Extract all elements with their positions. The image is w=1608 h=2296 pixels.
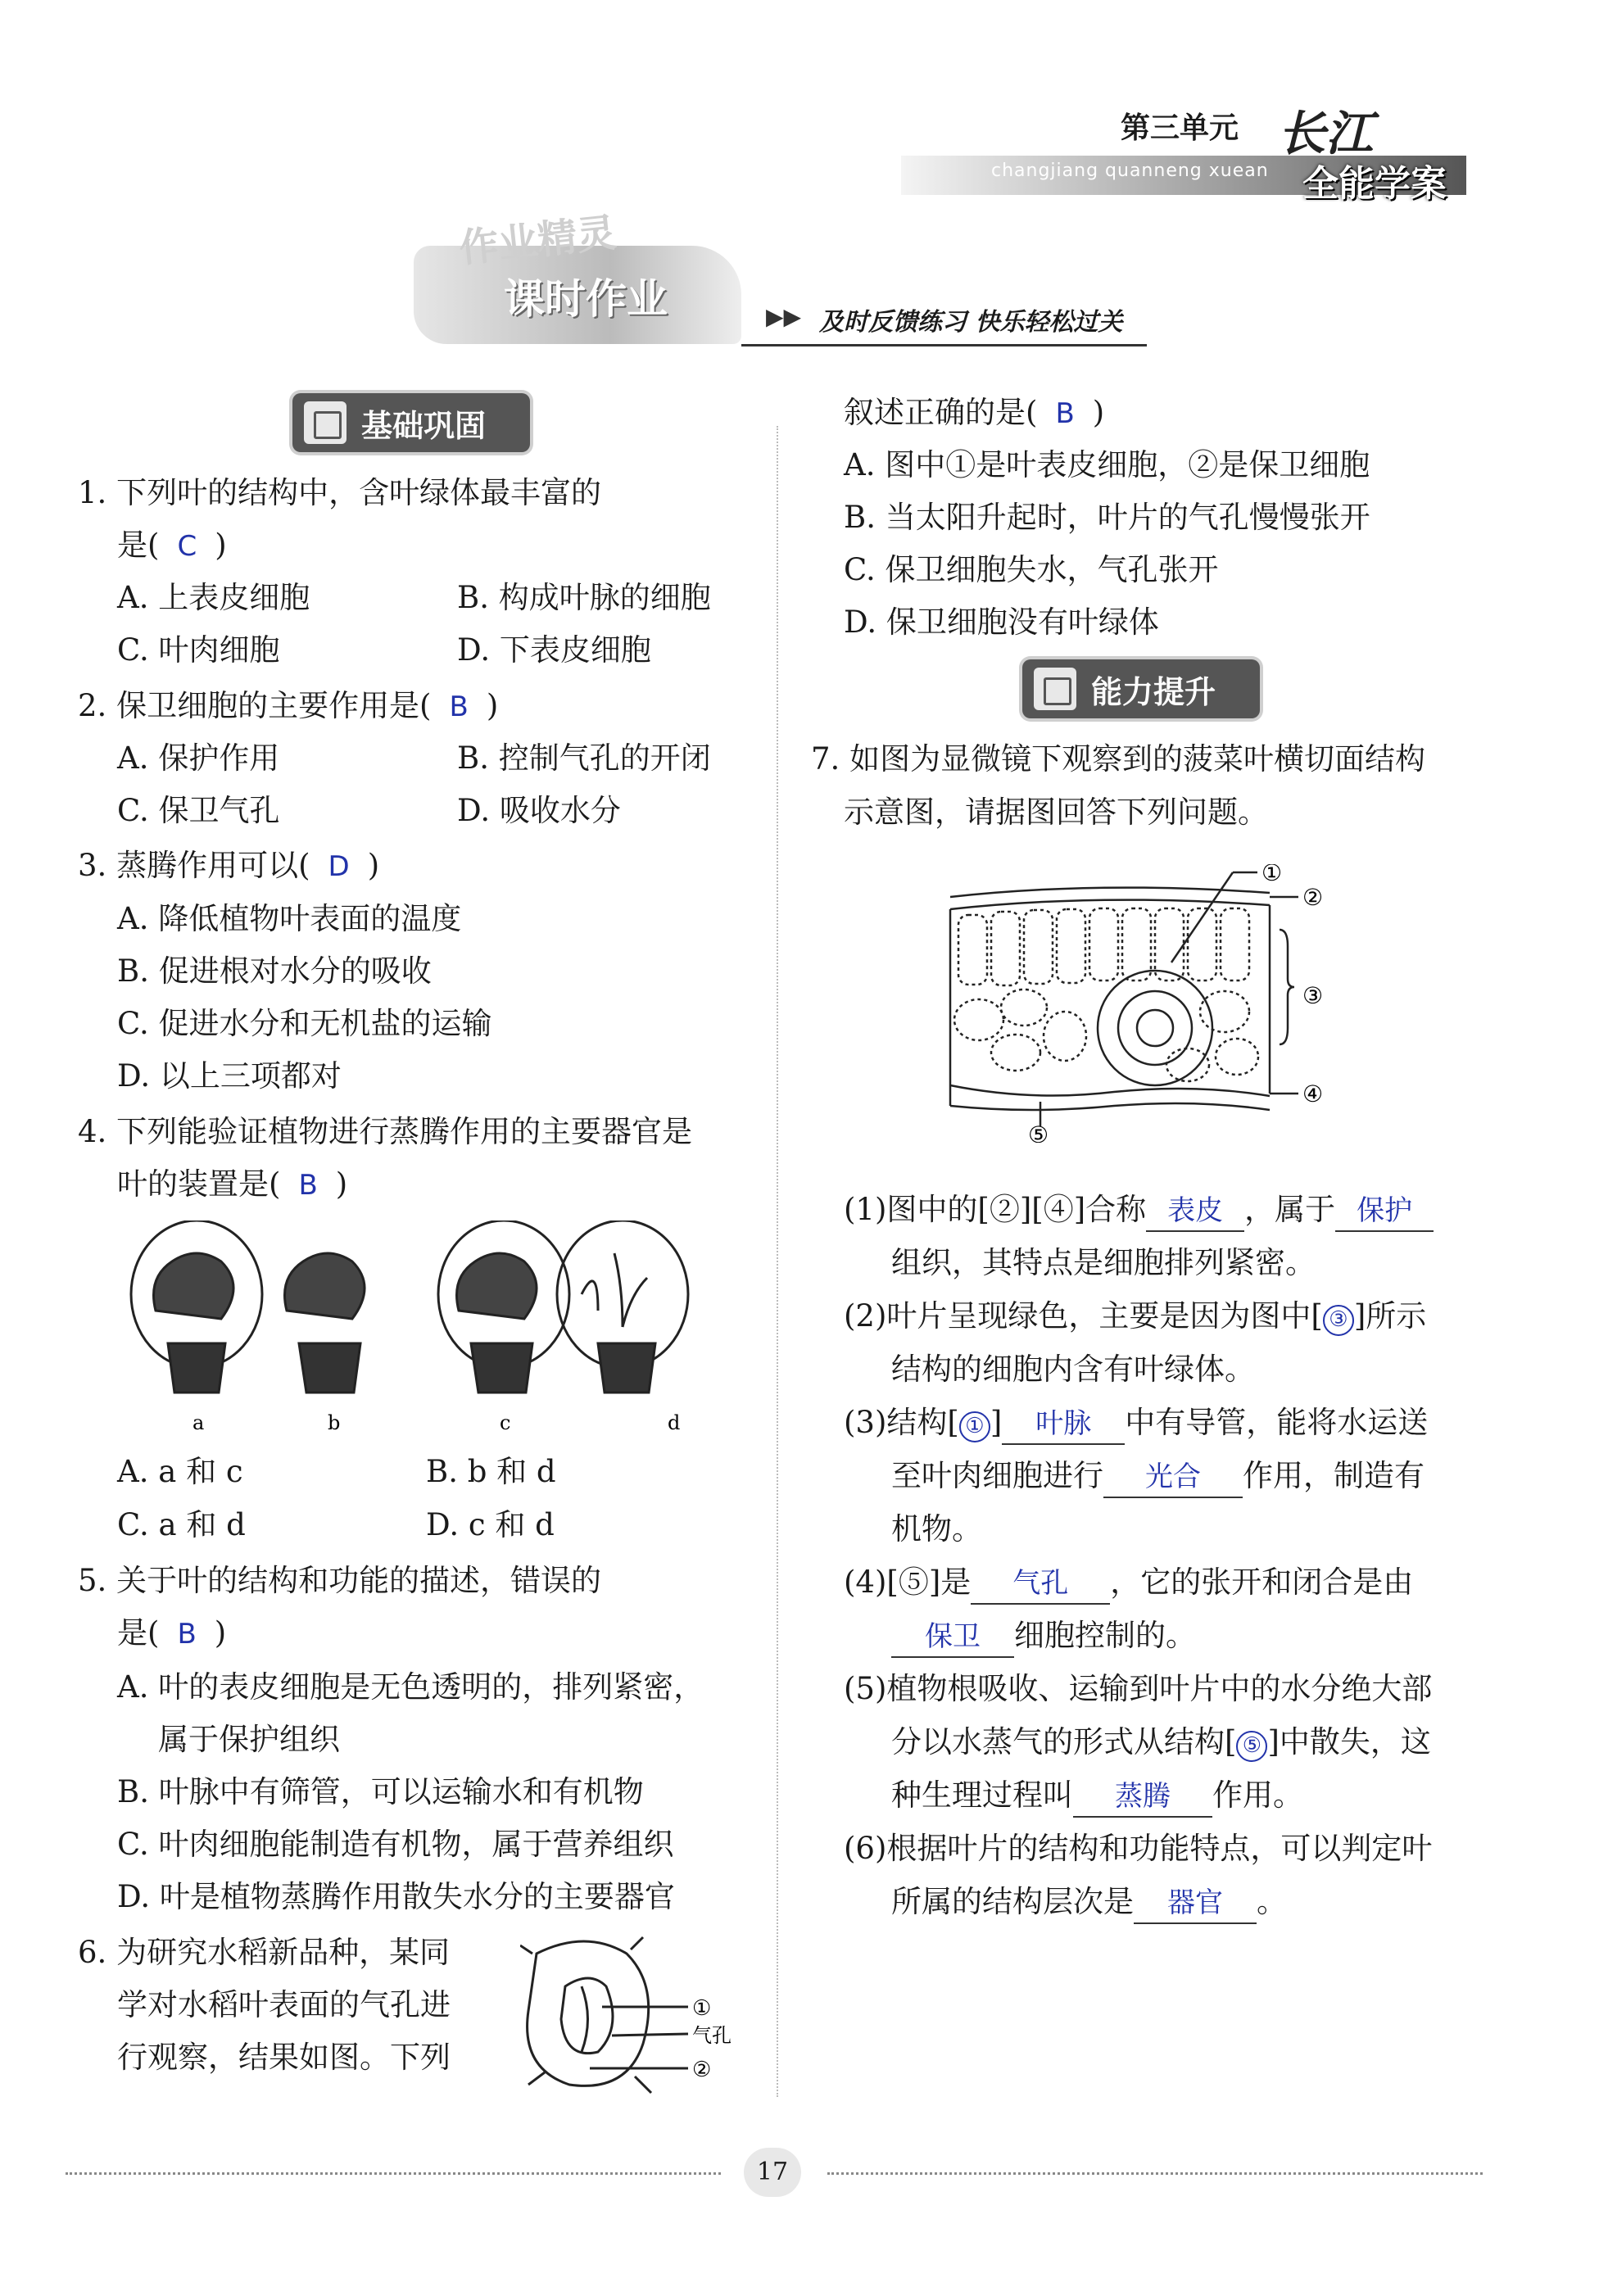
q4-fig-label-b: b [328, 1411, 341, 1434]
q7-part5-line3: 种生理过程叫 蒸腾 作用。 [891, 1769, 1303, 1822]
q5-stem-line1: 5. 关于叶的结构和功能的描述，错误的 [78, 1563, 602, 1598]
q6-option-d: D. 保卫细胞没有叶绿体 [844, 605, 1159, 640]
q7-part3-line2: 至叶肉细胞进行 光合 作用，制造有 [891, 1450, 1425, 1502]
q7-part4-line1: (4)[⑤]是 气孔 ，它的张开和闭合是由 [844, 1556, 1413, 1609]
notebook-icon [304, 401, 347, 444]
q7-stem-line2: 示意图，请据图回答下列问题。 [844, 795, 1268, 830]
q7-part2-line2: 结构的细胞内含有叶绿体。 [891, 1352, 1255, 1387]
q7-part3-answer1: ① [959, 1411, 990, 1442]
q6-stem-line1: 6. 为研究水稻新品种，某同 [78, 1935, 451, 1970]
q6-fig-label-2: ② [692, 2058, 712, 2082]
column-divider [777, 426, 778, 2097]
q7-part4-line2: 保卫 细胞控制的。 [891, 1610, 1196, 1662]
q6-stem-line2: 学对水稻叶表面的气孔进 [117, 1987, 451, 2022]
q2-option-c: C. 保卫气孔 [117, 793, 280, 828]
q7-part1-answer1: 表皮 [1146, 1191, 1244, 1232]
q7-part3-answer3: 光合 [1103, 1457, 1243, 1498]
q7-part6-line1: (6)根据叶片的结构和功能特点，可以判定叶 [844, 1831, 1433, 1866]
q7-part1-answer2: 保护 [1335, 1191, 1434, 1232]
q2-answer: B [449, 691, 469, 723]
q7-part5-line2: 分以水蒸气的形式从结构[ ⑤ ]中散失，这 [891, 1716, 1431, 1768]
q1-option-d: D. 下表皮细胞 [457, 632, 651, 668]
section-ability [1022, 659, 1260, 718]
section-ability-title: 能力提升 [1091, 673, 1216, 710]
q6-option-c: C. 保卫细胞失水，气孔张开 [844, 552, 1219, 587]
q5-option-b: B. 叶脉中有筛管，可以运输水和有机物 [117, 1774, 644, 1809]
q7-part5-answer1: ⑤ [1236, 1731, 1267, 1762]
q7-part3-answer2: 叶脉 [1002, 1404, 1125, 1445]
q5-answer: B [177, 1618, 197, 1651]
banner-title: 课时作业 [504, 275, 668, 323]
q5-option-c: C. 叶肉细胞能制造有机物，属于营养组织 [117, 1827, 674, 1862]
q1-stem-line1: 1. 下列叶的结构中，含叶绿体最丰富的 [78, 475, 602, 510]
q5-stem-line2: 是( B ) [117, 1615, 227, 1651]
q7-fig-label-3: ③ [1302, 982, 1324, 1009]
q4-stem-line2: 叶的装置是( B ) [117, 1166, 348, 1202]
section-basic [292, 393, 530, 452]
q1-option-b: B. 构成叶脉的细胞 [457, 580, 711, 615]
q7-part6-line2: 所属的结构层次是 器官 。 [891, 1876, 1287, 1928]
page-number: 17 [744, 2148, 801, 2197]
q7-part3-line3: 机物。 [891, 1511, 982, 1547]
q4-plants-figure [123, 1220, 696, 1442]
q3-option-c: C. 促进水分和无机盐的运输 [117, 1006, 492, 1041]
brand-name: 全能学案 [1302, 163, 1447, 205]
q7-fig-label-1: ① [1261, 864, 1283, 886]
brand-pinyin: changjiang quanneng xuean [991, 161, 1269, 181]
q7-fig-label-2: ② [1302, 884, 1324, 911]
q4-option-d: D. c 和 d [426, 1507, 555, 1542]
q5-option-a-line2: 属于保护组织 [158, 1722, 340, 1757]
q6-answer: B [1055, 397, 1075, 430]
q7-stem-line1: 7. 如图为显微镜下观察到的菠菜叶横切面结构 [811, 741, 1426, 777]
q7-part6-answer: 器官 [1134, 1883, 1257, 1924]
q7-part4-answer1: 气孔 [971, 1564, 1110, 1605]
q6-stomata-figure [520, 1929, 758, 2109]
q6-fig-label-stoma: 气孔 [692, 2024, 732, 2047]
q7-part1-line1: (1)图中的[②][④]合称 表皮 ，属于 保护 [844, 1184, 1434, 1236]
footer-rule-right [827, 2172, 1483, 2175]
q3-option-d: D. 以上三项都对 [117, 1058, 342, 1094]
footer-rule-left [66, 2172, 721, 2175]
brand-logo: 长江 [1278, 106, 1374, 161]
q6-fig-label-1: ① [692, 1996, 712, 2021]
q7-part5-line1: (5)植物根吸收、运输到叶片中的水分绝大部 [844, 1671, 1433, 1706]
q1-option-a: A. 上表皮细胞 [117, 580, 310, 615]
q7-fig-label-4: ④ [1302, 1080, 1324, 1107]
watermark: 作业精灵 [457, 210, 618, 272]
q7-leaf-section-figure [942, 864, 1343, 1143]
q1-answer: C [177, 530, 197, 563]
q2-stem: 2. 保卫细胞的主要作用是( B ) [78, 688, 499, 723]
q4-option-c: C. a 和 d [117, 1507, 246, 1542]
q1-stem-line2: 是( C ) [117, 528, 227, 563]
q4-fig-label-d: d [668, 1411, 681, 1434]
q6-stem-line4: 叙述正确的是( B ) [844, 395, 1105, 430]
q4-fig-label-a: a [193, 1411, 205, 1434]
q6-option-b: B. 当太阳升起时，叶片的气孔慢慢张开 [844, 500, 1370, 535]
q3-option-a: A. 降低植物叶表面的温度 [117, 901, 462, 936]
q4-stem-line1: 4. 下列能验证植物进行蒸腾作用的主要器官是 [78, 1114, 693, 1149]
q4-fig-label-c: c [500, 1411, 511, 1434]
q7-part4-answer2: 保卫 [891, 1617, 1014, 1658]
q4-option-b: B. b 和 d [426, 1454, 556, 1489]
section-basic-title: 基础巩固 [361, 407, 487, 444]
q7-fig-label-5: ⑤ [1028, 1121, 1049, 1143]
slogan-arrows-icon: ▶▶ [766, 303, 802, 330]
q7-part2-answer: ③ [1323, 1305, 1354, 1336]
q4-option-a: A. a 和 c [117, 1454, 243, 1489]
clipboard-icon [1034, 668, 1076, 710]
q3-option-b: B. 促进根对水分的吸收 [117, 953, 432, 989]
q3-stem: 3. 蒸腾作用可以( D ) [78, 848, 380, 883]
q4-answer: B [298, 1169, 318, 1202]
q6-stem-line3: 行观察，结果如图。下列 [117, 2040, 451, 2075]
q7-part1-line2: 组织，其特点是细胞排列紧密。 [891, 1245, 1316, 1280]
q3-answer: D [328, 850, 350, 883]
q2-option-b: B. 控制气孔的开闭 [457, 740, 711, 776]
unit-label: 第三单元 [1121, 111, 1239, 145]
q2-option-d: D. 吸收水分 [457, 793, 621, 828]
q5-option-d: D. 叶是植物蒸腾作用散失水分的主要器官 [117, 1879, 675, 1914]
q1-option-c: C. 叶肉细胞 [117, 632, 280, 668]
q6-option-a: A. 图中①是叶表皮细胞，②是保卫细胞 [844, 447, 1370, 482]
q7-part3-line1: (3)结构[ ① ] 叶脉 中有导管，能将水运送 [844, 1397, 1428, 1449]
slogan-underline [741, 344, 1147, 346]
q2-option-a: A. 保护作用 [117, 740, 280, 776]
slogan: 及时反馈练习 快乐轻松过关 [819, 308, 1123, 337]
q7-part5-answer2: 蒸腾 [1073, 1777, 1212, 1818]
q7-part2-line1: (2)叶片呈现绿色，主要是因为图中[ ③ ]所示 [844, 1290, 1426, 1343]
q5-option-a-line1: A. 叶的表皮细胞是无色透明的，排列紧密， [117, 1669, 704, 1705]
